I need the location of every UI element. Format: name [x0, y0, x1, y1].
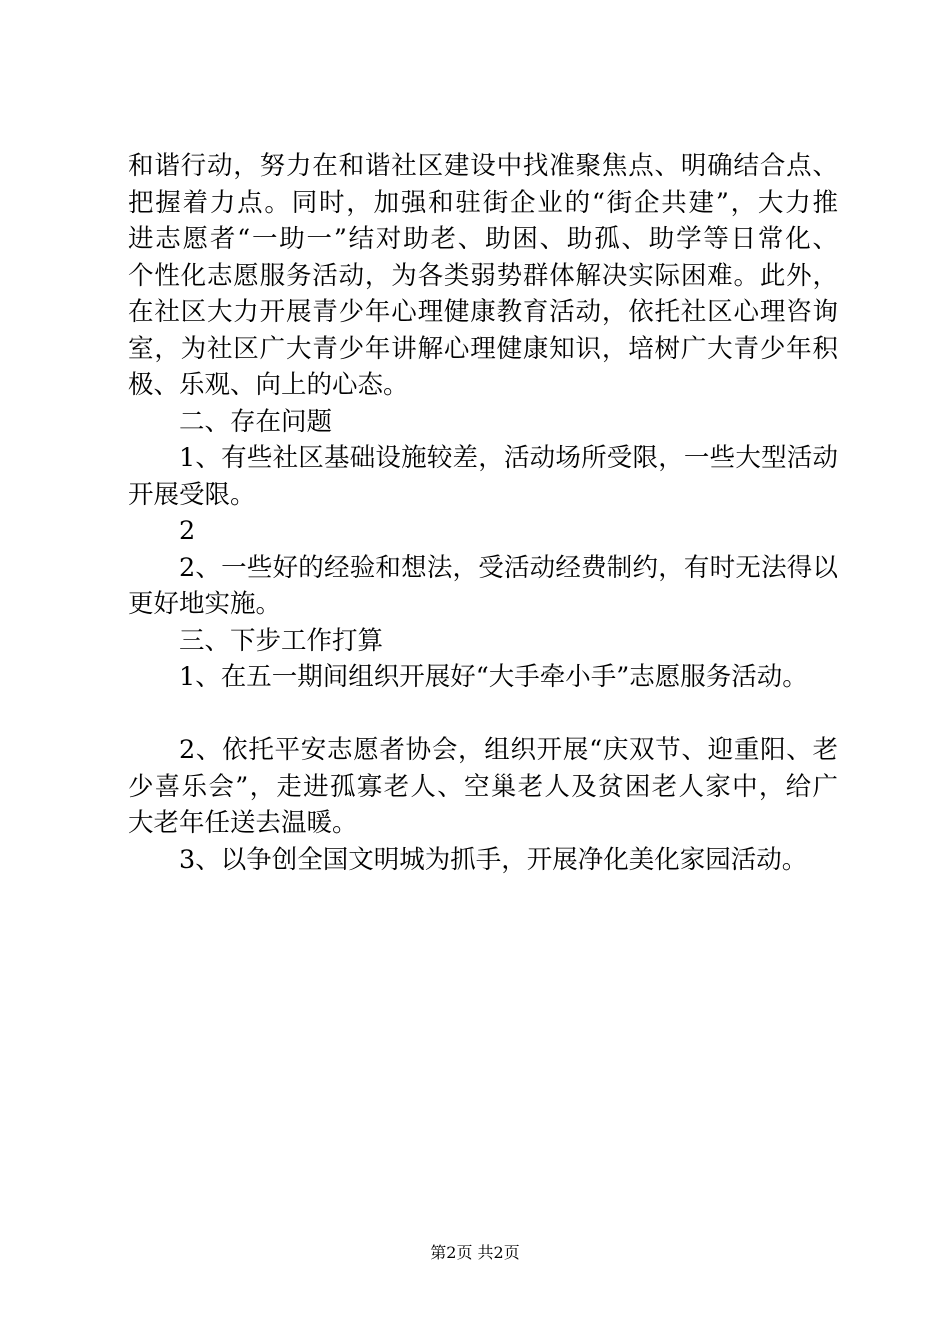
paragraph-line: 3、以争创全国文明城为抓手，开展净化美化家园活动。 — [179, 844, 808, 875]
page-number-footer: 第2页 共2页 — [430, 1243, 520, 1262]
paragraph-line: 室，为社区广大青少年讲解心理健康知识，培树广大青少年积 — [128, 333, 838, 364]
paragraph-line: 开展受限。 — [128, 479, 256, 510]
paragraph-line: 2、一些好的经验和想法，受活动经费制约，有时无法得以 — [179, 552, 838, 583]
paragraph-line: 少喜乐会”，走进孤寡老人、空巢老人及贫困老人家中，给广 — [128, 771, 838, 802]
paragraph-line: 把握着力点。同时，加强和驻街企业的“街企共建”，大力推 — [128, 187, 838, 218]
paragraph-line: 更好地实施。 — [128, 589, 282, 619]
blank-line — [128, 696, 838, 733]
paragraph-line: 1、有些社区基础设施较差，活动场所受限，一些大型活动 — [179, 443, 838, 473]
paragraph-line: 和谐行动，努力在和谐社区建设中找准聚焦点、明确结合点、 — [128, 151, 838, 181]
paragraph-line: 1、在五一期间组织开展好“大手牵小手”志愿服务活动。 — [179, 662, 808, 692]
document-body — [128, 148, 838, 878]
section-heading: 二、存在问题 — [179, 406, 333, 437]
paragraph-line: 极、乐观、向上的心态。 — [128, 370, 409, 400]
paragraph-line: 个性化志愿服务活动，为各类弱势群体解决实际困难。此外， — [128, 260, 838, 291]
paragraph-line: 2、依托平安志愿者协会，组织开展“庆双节、迎重阳、老 — [179, 735, 838, 765]
paragraph-line: 在社区大力开展青少年心理健康教育活动，依托社区心理咨询 — [128, 297, 838, 327]
section-heading: 三、下步工作打算 — [179, 625, 384, 656]
paragraph-line: 大老年任送去温暖。 — [128, 808, 358, 838]
paragraph-line: 进志愿者“一助一”结对助老、助困、助孤、助学等日常化、 — [128, 224, 838, 254]
stray-number: 2 — [179, 516, 196, 546]
